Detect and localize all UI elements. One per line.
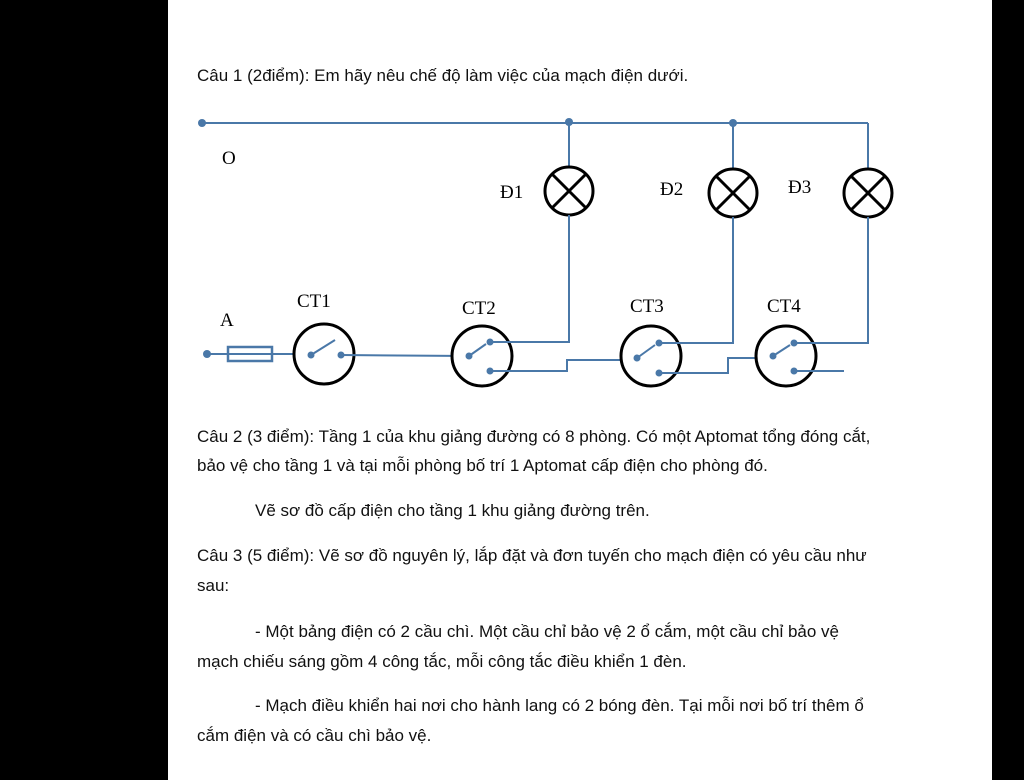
question-2-line-1: Câu 2 (3 điểm): Tầng 1 của khu giảng đường có 8 phòng. Có một Aptomat tổng đóng cắt, bbox=[197, 427, 871, 446]
label-switch-ct2: CT2 bbox=[462, 298, 496, 319]
question-3-item-1-line-1: - Một bảng điện có 2 cầu chì. Một cầu chỉ bảo vệ 2 ổ cắm, một cầu chỉ bảo vệ bbox=[255, 622, 839, 641]
question-3-item-1-line-2: mạch chiếu sáng gồm 4 công tắc, mỗi công tắc điều khiển 1 đèn. bbox=[197, 652, 687, 671]
switch-ct3 bbox=[621, 326, 681, 386]
question-3-item-2-line-1: - Mạch điều khiển hai nơi cho hành lang có 2 bóng đèn. Tại mỗi nơi bố trí thêm ổ bbox=[255, 696, 864, 715]
question-2-line-2: bảo vệ cho tầng 1 và tại mỗi phòng bố trí 1 Aptomat cấp điện cho phòng đó. bbox=[197, 456, 768, 475]
question-3-line-1: Câu 3 (5 điểm): Vẽ sơ đồ nguyên lý, lắp đặt và đơn tuyến cho mạch điện có yêu cầu như bbox=[197, 546, 867, 565]
label-switch-ct3: CT3 bbox=[630, 296, 664, 317]
lamp-2 bbox=[709, 169, 757, 217]
question-3-line-2: sau: bbox=[197, 576, 230, 595]
label-switch-ct1: CT1 bbox=[297, 291, 331, 312]
label-lamp-3: Đ3 bbox=[788, 177, 812, 198]
ct1-to-ct2-wire bbox=[341, 355, 468, 356]
label-phase: A bbox=[220, 310, 234, 331]
neutral-terminal bbox=[198, 119, 206, 127]
switch-ct1 bbox=[294, 324, 354, 384]
question-2-line-3: Vẽ sơ đồ cấp điện cho tầng 1 khu giảng đường trên. bbox=[255, 501, 650, 520]
label-neutral: O bbox=[222, 148, 236, 169]
lamp-3 bbox=[844, 169, 892, 217]
label-lamp-1: Đ1 bbox=[500, 182, 524, 203]
label-switch-ct4: CT4 bbox=[767, 296, 801, 317]
switch-ct4 bbox=[756, 326, 816, 386]
switch-ct2 bbox=[452, 326, 512, 386]
lamp-1 bbox=[545, 167, 593, 215]
question-1-text: Câu 1 (2điểm): Em hãy nêu chế độ làm việc của mạch điện dưới. bbox=[197, 66, 689, 85]
question-3-item-2-line-2: cắm điện và có cầu chì bảo vệ. bbox=[197, 726, 432, 745]
label-lamp-2: Đ2 bbox=[660, 179, 684, 200]
